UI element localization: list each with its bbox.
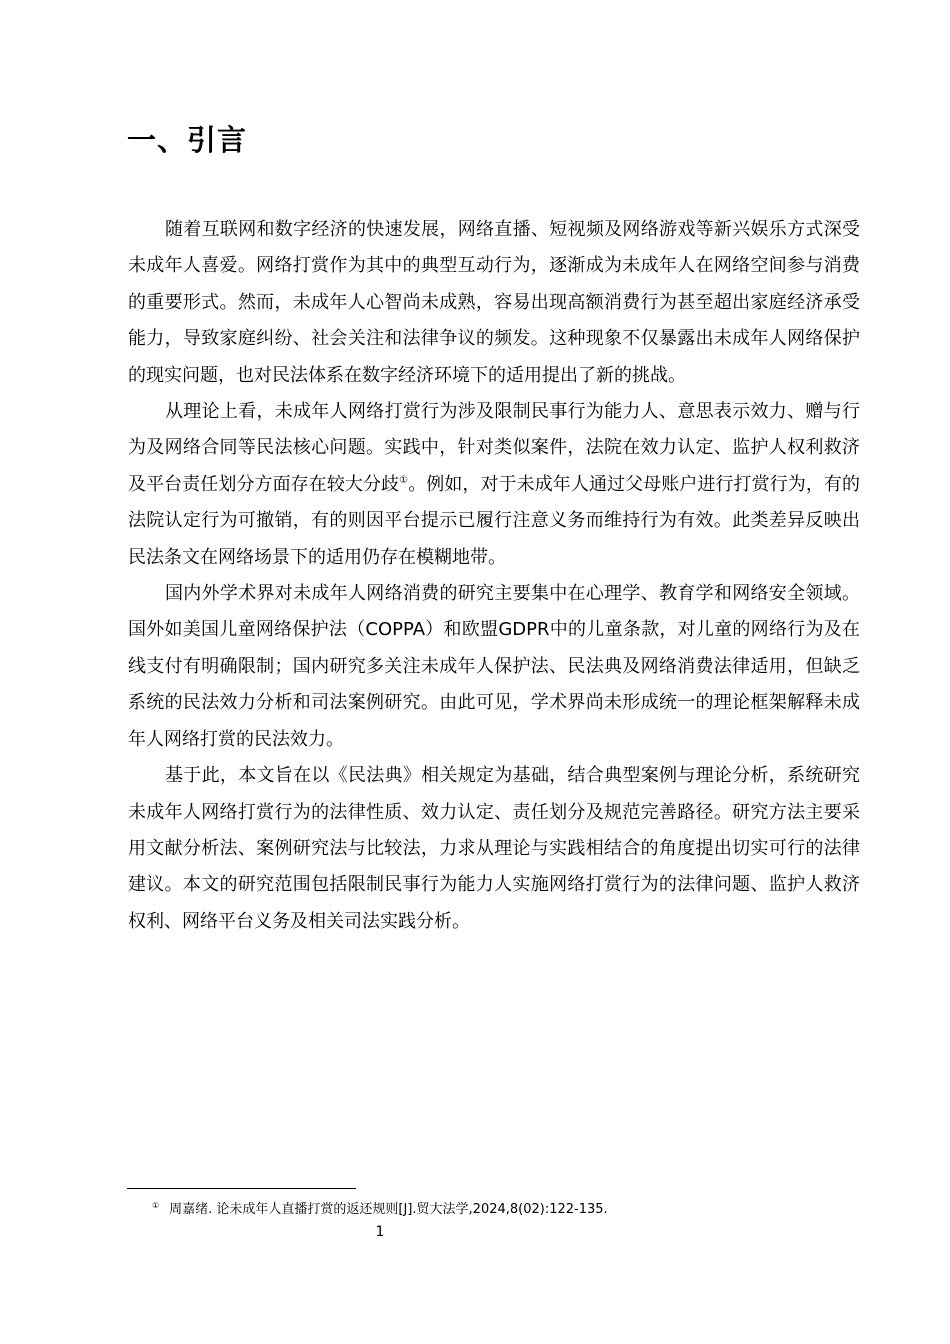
footnote-divider [127, 1188, 356, 1189]
footnote [152, 1200, 608, 1220]
section-heading: 一、引言 [127, 123, 248, 157]
paragraph-1-text: 随着互联网和数字经济的快速发展，网络直播、短视频及网络游戏等新兴娱乐方式深受未成年人喜爱。网络打赏作为其中的典型互动行为，逐渐成为未成年人在网络空间参与消费的重要形式。然而，未成年人心智尚未成熟，容易出现高额消费行为甚至超出家庭经济承受能力，导致家庭纠纷、社会关注和法律争议的频发。这种现象不仅暴露出未成年人网络保护的现实问题，也对民法体系在数字经济环境下的适用提出了新的挑战。 [128, 219, 860, 386]
page-number: 1 [375, 1224, 385, 1240]
paragraph-2-text-a: 从理论上看，未成年人网络打赏行为涉及限制民事行为能力人、意思表示效力、赠与行为及网络合同等民法核心问题。实践中，针对类似案件，法院在效力认定、监护人权利救济及平台责任划分方面存在较大分歧 [128, 401, 860, 495]
paragraph-2 [128, 394, 860, 576]
footnote-reference[interactable]: ① [399, 474, 409, 486]
body-text [128, 212, 860, 940]
paragraph-3 [128, 576, 860, 758]
paragraph-3-text: 国内外学术界对未成年人网络消费的研究主要集中在心理学、教育学和网络安全领域。国外如美国儿童网络保护法（COPPA）和欧盟GDPR中的儿童条款，对儿童的网络行为及在线支付有明确限制；国内研究多关注未成年人保护法、民法典及网络消费法律适用，但缺乏系统的民法效力分析和司法案例研究。由此可见，学术界尚未形成统一的理论框架解释未成年人网络打赏的民法效力。 [128, 583, 860, 750]
paragraph-2-text-b: 。例如，对于未成年人通过父母账户进行打赏行为，有的法院认定行为可撤销，有的则因平台提示已履行注意义务而维持行为有效。此类差异反映出民法条文在网络场景下的适用仍存在模糊地带。 [128, 473, 861, 568]
footnote-text: 周嘉绪. 论未成年人直播打赏的返还规则[J].贸大法学,2024,8(02):122-135. [169, 1202, 608, 1217]
paragraph-4 [128, 758, 860, 940]
paragraph-4-text: 基于此，本文旨在以《民法典》相关规定为基础，结合典型案例与理论分析，系统研究未成年人网络打赏行为的法律性质、效力认定、责任划分及规范完善路径。研究方法主要采用文献分析法、案例研究法与比较法，力求从理论与实践相结合的角度提出切实可行的法律建议。本文的研究范围包括限制民事行为能力人实施网络打赏行为的法律问题、监护人救济权利、网络平台义务及相关司法实践分析。 [128, 765, 860, 932]
paragraph-1 [128, 212, 860, 394]
footnote-mark: ① [152, 1200, 160, 1210]
